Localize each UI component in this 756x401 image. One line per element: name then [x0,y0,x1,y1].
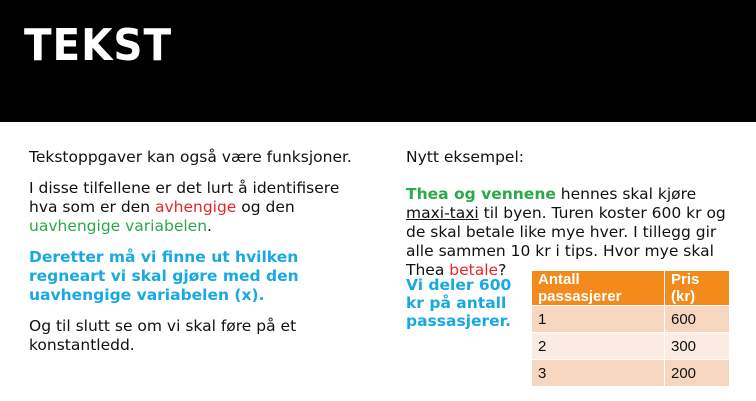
table-header-price: Pris (kr) [665,271,730,306]
table-row [532,333,730,360]
table-header-row [532,271,730,306]
table-cell-passengers: 3 [532,360,665,387]
identify-paragraph [29,179,359,236]
example-text-d: til byen. Turen koster 600 kr og de skal betale like mye hver. I tillegg gir alle sammen 10 kr i tips. Hvor mye skal Thea [406,204,726,279]
table-cell-passengers: 2 [532,333,665,360]
pay-term: betale [449,261,499,279]
dependent-variable-term: avhengige [154,198,237,216]
table-cell-price: 200 [665,360,730,387]
constant-paragraph: Og til slutt se om vi skal føre på et konstantledd. [29,317,297,354]
table-row [532,306,730,333]
passenger-price-table [531,270,730,387]
identify-text-b: og den [236,198,295,216]
operation-paragraph: Deretter må vi finne ut hvilken regneart vi skal gjøre med den uavhengige variabelen (x). [29,248,299,304]
example-text-f: ? [498,261,507,279]
table-cell-price: 600 [665,306,730,333]
table-header-passengers: Antall passasjerer [532,271,665,306]
table-row [532,360,730,387]
table-cell-passengers: 1 [532,306,665,333]
example-heading: Nytt eksempel: [406,148,524,166]
example-text-b: hennes skal kjøre [555,185,697,203]
thea-friends-term: Thea og vennene [406,185,556,203]
table-cell-price: 300 [665,333,730,360]
identify-text-c: . [207,217,212,235]
example-problem [406,185,736,280]
intro-paragraph: Tekstoppgaver kan også være funksjoner. [29,148,352,166]
independent-variable-term: uavhengige variabelen [29,217,208,235]
identify-text-a: I disse tilfellene er det lurt å identifisere hva som er den [29,179,340,216]
left-column [29,148,359,367]
division-note: Vi deler 600 kr på antall passasjerer. [406,276,512,330]
slide-header [0,0,756,122]
maxi-taxi-term: maxi-taxi [406,204,479,222]
slide-title: TEKST [24,20,173,71]
